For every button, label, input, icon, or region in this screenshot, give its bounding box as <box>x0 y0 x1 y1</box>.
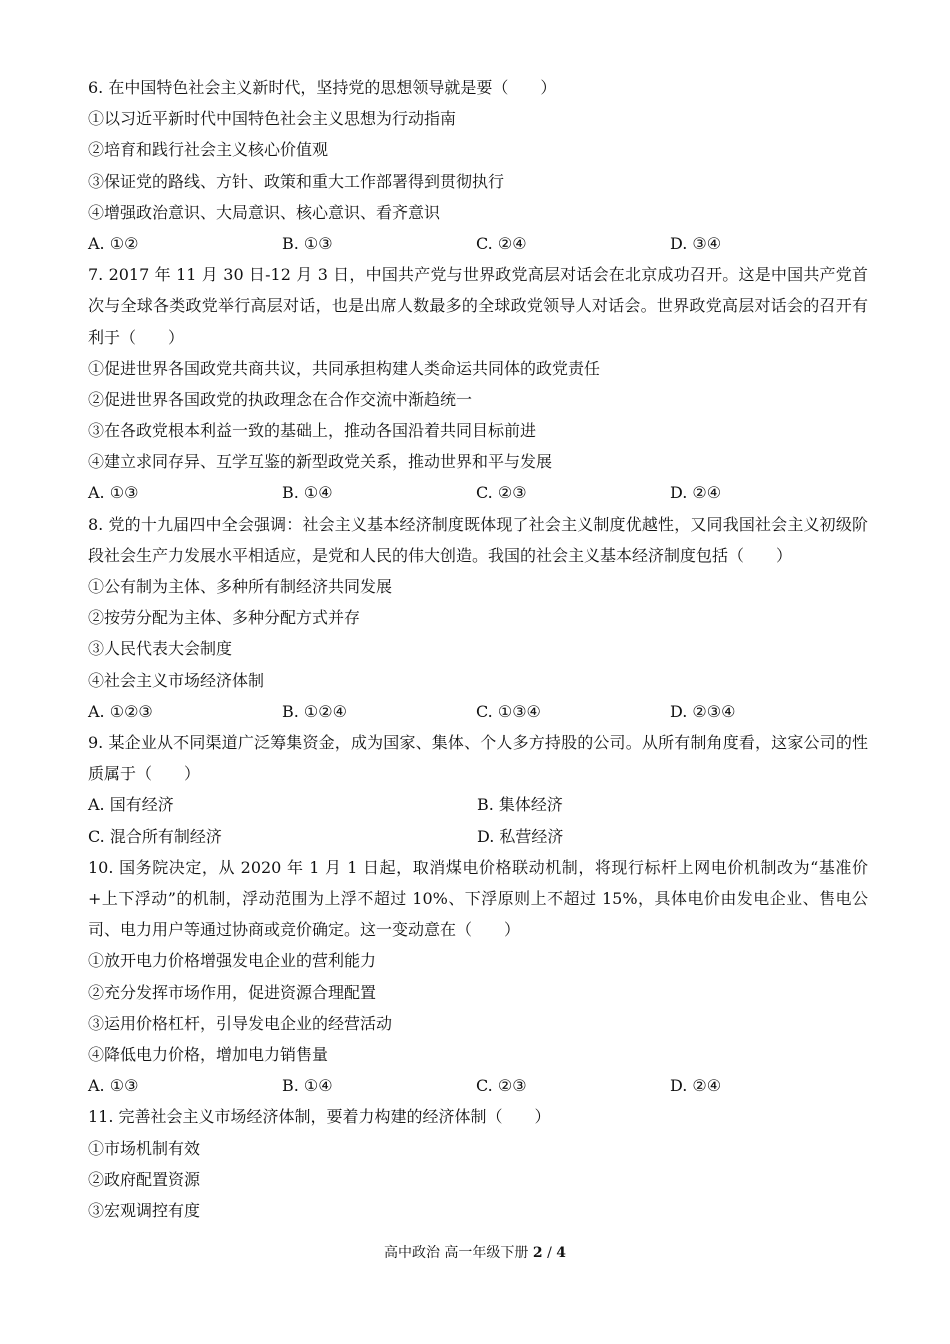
option-d: D. ②④ <box>670 1076 722 1096</box>
answer-options <box>88 1070 868 1101</box>
footer-page-number: 2 <box>532 1245 543 1261</box>
footer-subject: 高中政治 高一年级下册 <box>383 1245 529 1261</box>
option-a: A. ①②③ <box>88 701 153 721</box>
option-a: A. ①③ <box>88 483 139 503</box>
statement: ④降低电力价格，增加电力销售量 <box>88 1044 329 1064</box>
answer-options <box>88 228 868 259</box>
statement: ①促进世界各国政党共商共议，共同承担构建人类命运共同体的政党责任 <box>88 358 601 378</box>
question-9 <box>88 727 868 852</box>
statement: ④建立求同存异、互学互鉴的新型政党关系，推动世界和平与发展 <box>88 452 553 472</box>
statement: ①放开电力价格增强发电企业的营利能力 <box>88 951 377 971</box>
answer-options <box>88 477 868 508</box>
statement: ④增强政治意识、大局意识、核心意识、看齐意识 <box>88 202 441 222</box>
option-d: D. ②④ <box>670 483 722 503</box>
option-b: B. 集体经济 <box>477 795 563 815</box>
answer-options-row-2 <box>88 821 868 852</box>
option-a: A. ①③ <box>88 1076 139 1096</box>
question-stem: 7. 2017 年 11 月 30 日-12 月 3 日，中国共产党与世界政党高层对话会在北京成功召开。这是中国共产党首次与全球各类政党举行高层对话，也是出席人数最多的全球政党领导人对话会。世界政党高层对话会的召开有利于（ ） <box>88 265 868 347</box>
statement: ②按劳分配为主体、多种分配方式并存 <box>88 608 361 628</box>
question-list <box>88 72 868 1226</box>
option-c: C. ②④ <box>476 233 527 253</box>
question-stem: 6. 在中国特色社会主义新时代，坚持党的思想领导就是要（ ） <box>88 78 557 97</box>
statement: ②促进世界各国政党的执政理念在合作交流中渐趋统一 <box>88 389 473 409</box>
statement: ③宏观调控有度 <box>88 1200 201 1220</box>
statement: ③在各政党根本利益一致的基础上，推动各国沿着共同目标前进 <box>88 421 537 441</box>
option-c: C. 混合所有制经济 <box>88 826 222 846</box>
answer-options-row-1 <box>88 789 868 820</box>
option-c: C. ①③④ <box>476 701 541 721</box>
question-stem: 9. 某企业从不同渠道广泛筹集资金，成为国家、集体、个人多方持股的公司。从所有制角度看，这家公司的性质属于（ ） <box>88 733 868 784</box>
option-b: B. ①④ <box>282 1076 333 1096</box>
option-d: D. ③④ <box>670 233 722 253</box>
statement: ③运用价格杠杆，引导发电企业的经营活动 <box>88 1013 393 1033</box>
option-b: B. ①③ <box>282 233 333 253</box>
option-d: D. ②③④ <box>670 701 736 721</box>
statement: ①市场机制有效 <box>88 1138 201 1158</box>
question-11 <box>88 1101 868 1226</box>
option-d: D. 私营经济 <box>477 826 564 846</box>
statement: ①以习近平新时代中国特色社会主义思想为行动指南 <box>88 109 457 129</box>
option-a: A. ①② <box>88 233 139 253</box>
footer-page-total: 4 <box>556 1245 567 1261</box>
question-6 <box>88 72 868 259</box>
question-stem: 11. 完善社会主义市场经济体制，要着力构建的经济体制（ ） <box>88 1107 551 1127</box>
question-stem: 8. 党的十九届四中全会强调：社会主义基本经济制度既体现了社会主义制度优越性，又同我国社会主义初级阶段社会生产力发展水平相适应，是党和人民的伟大创造。我国的社会主义基本经济制度包括（ ） <box>88 514 868 565</box>
statement: ③保证党的路线、方针、政策和重大工作部署得到贯彻执行 <box>88 171 505 191</box>
question-7 <box>88 259 868 509</box>
option-c: C. ②③ <box>476 483 527 503</box>
option-a: A. 国有经济 <box>88 795 174 815</box>
statement: ②政府配置资源 <box>88 1169 201 1189</box>
statement: ③人民代表大会制度 <box>88 639 233 659</box>
question-8 <box>88 509 868 727</box>
statement: ②培育和践行社会主义核心价值观 <box>88 140 329 160</box>
question-10 <box>88 852 868 1102</box>
statement: ④社会主义市场经济体制 <box>88 670 265 690</box>
footer-separator: / <box>542 1245 557 1261</box>
option-b: B. ①④ <box>282 483 333 503</box>
answer-options <box>88 696 868 727</box>
option-c: C. ②③ <box>476 1076 527 1096</box>
statement: ①公有制为主体、多种所有制经济共同发展 <box>88 577 393 597</box>
question-stem: 10. 国务院决定，从 2020 年 1 月 1 日起，取消煤电价格联动机制，将现行标杆上网电价机制改为“基准价+上下浮动”的机制，浮动范围为上浮不超过 10%、下浮原则上不超过 15%，具体电价由发电企业、售电公司、电力用户等通过协商或竞价确定。这一变动意在（ ） <box>88 857 868 940</box>
statement: ②充分发挥市场作用，促进资源合理配置 <box>88 982 377 1002</box>
page-footer <box>0 1242 950 1262</box>
option-b: B. ①②④ <box>282 701 347 721</box>
